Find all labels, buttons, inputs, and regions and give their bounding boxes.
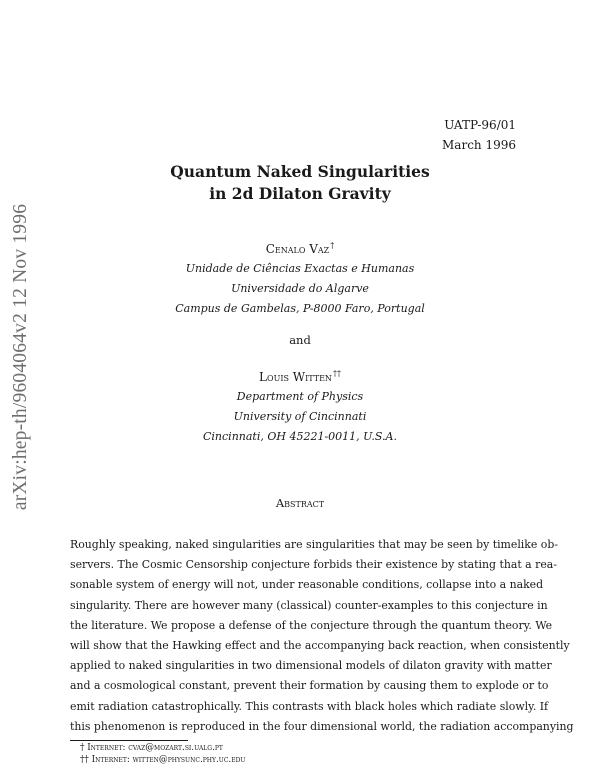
abstract-line: and a cosmological constant, prevent their formation by causing them to explode or to [70,679,549,693]
author-name-text: Cenalo Vaz [265,242,330,256]
abstract-body [70,535,574,737]
abstract-line: singularity. There are however many (classical) counter-examples to this conjecture in [70,598,548,612]
author-footnote-mark: †† [332,369,341,378]
abstract-line: emit radiation catastrophically. This contrasts with black holes which radiate slowly. If [70,699,549,713]
author-name-text: Louis Witten [259,370,332,384]
author-block-1 [0,236,600,319]
title-line-2: in 2d Dilaton Gravity [209,184,391,203]
affiliation-line: Cincinnati, OH 45221-0011, U.S.A. [203,430,397,443]
abstract-line: Roughly speaking, naked singularities are singularities that may be seen by timelike ob- [70,538,559,551]
author-connector: and [289,333,311,347]
abstract-heading: Abstract [275,496,325,510]
report-date: March 1996 [442,138,516,152]
footnote-email: cvaz@mozart.si.ualg.pt [128,743,223,753]
abstract-line: this phenomenon is reproduced in the four dimensional world, the radiation accompanying [70,719,574,733]
report-number: UATP-96/01 [444,118,516,132]
report-info [442,115,516,155]
affiliation-line: University of Cincinnati [233,410,367,423]
arxiv-identifier: arXiv:hep-th/9604064v2 12 Nov 1996 [10,203,31,511]
footnote-label: Internet: [87,743,126,753]
footnote-label: Internet: [91,755,130,765]
abstract-line: the literature. We propose a defense of the conjecture through the quantum theory. We [70,618,553,632]
author-block-2 [0,364,600,447]
footnote [80,754,245,766]
affiliation-line: Unidade de Ciências Exactas e Humanas [185,262,415,275]
affiliation-line: Universidade do Algarve [231,282,369,295]
abstract-line: servers. The Cosmic Censorship conjecture forbids their existence by stating that a rea- [70,558,557,572]
abstract-line: sonable system of energy will not, under reasonable conditions, collapse into a naked [70,578,544,592]
author-name [0,364,600,387]
affiliation-line: Department of Physics [236,390,364,403]
footnote-email: witten@physunc.phy.uc.edu [132,755,246,765]
footnote-mark: † [80,743,85,753]
title-line-1: Quantum Naked Singularities [170,162,430,181]
footnotes [80,742,245,766]
author-footnote-mark: † [330,241,335,250]
footnote-mark: †† [80,755,89,765]
author-name [0,236,600,259]
abstract-line: applied to naked singularities in two dimensional models of dilaton gravity with matter [70,659,552,673]
abstract-line: will show that the Hawking effect and the accompanying back reaction, when consistently [70,638,570,652]
affiliation-line: Campus de Gambelas, P-8000 Faro, Portugal [175,302,425,315]
footnote [80,742,245,754]
footnote-rule [70,740,188,741]
paper-title [0,161,600,205]
